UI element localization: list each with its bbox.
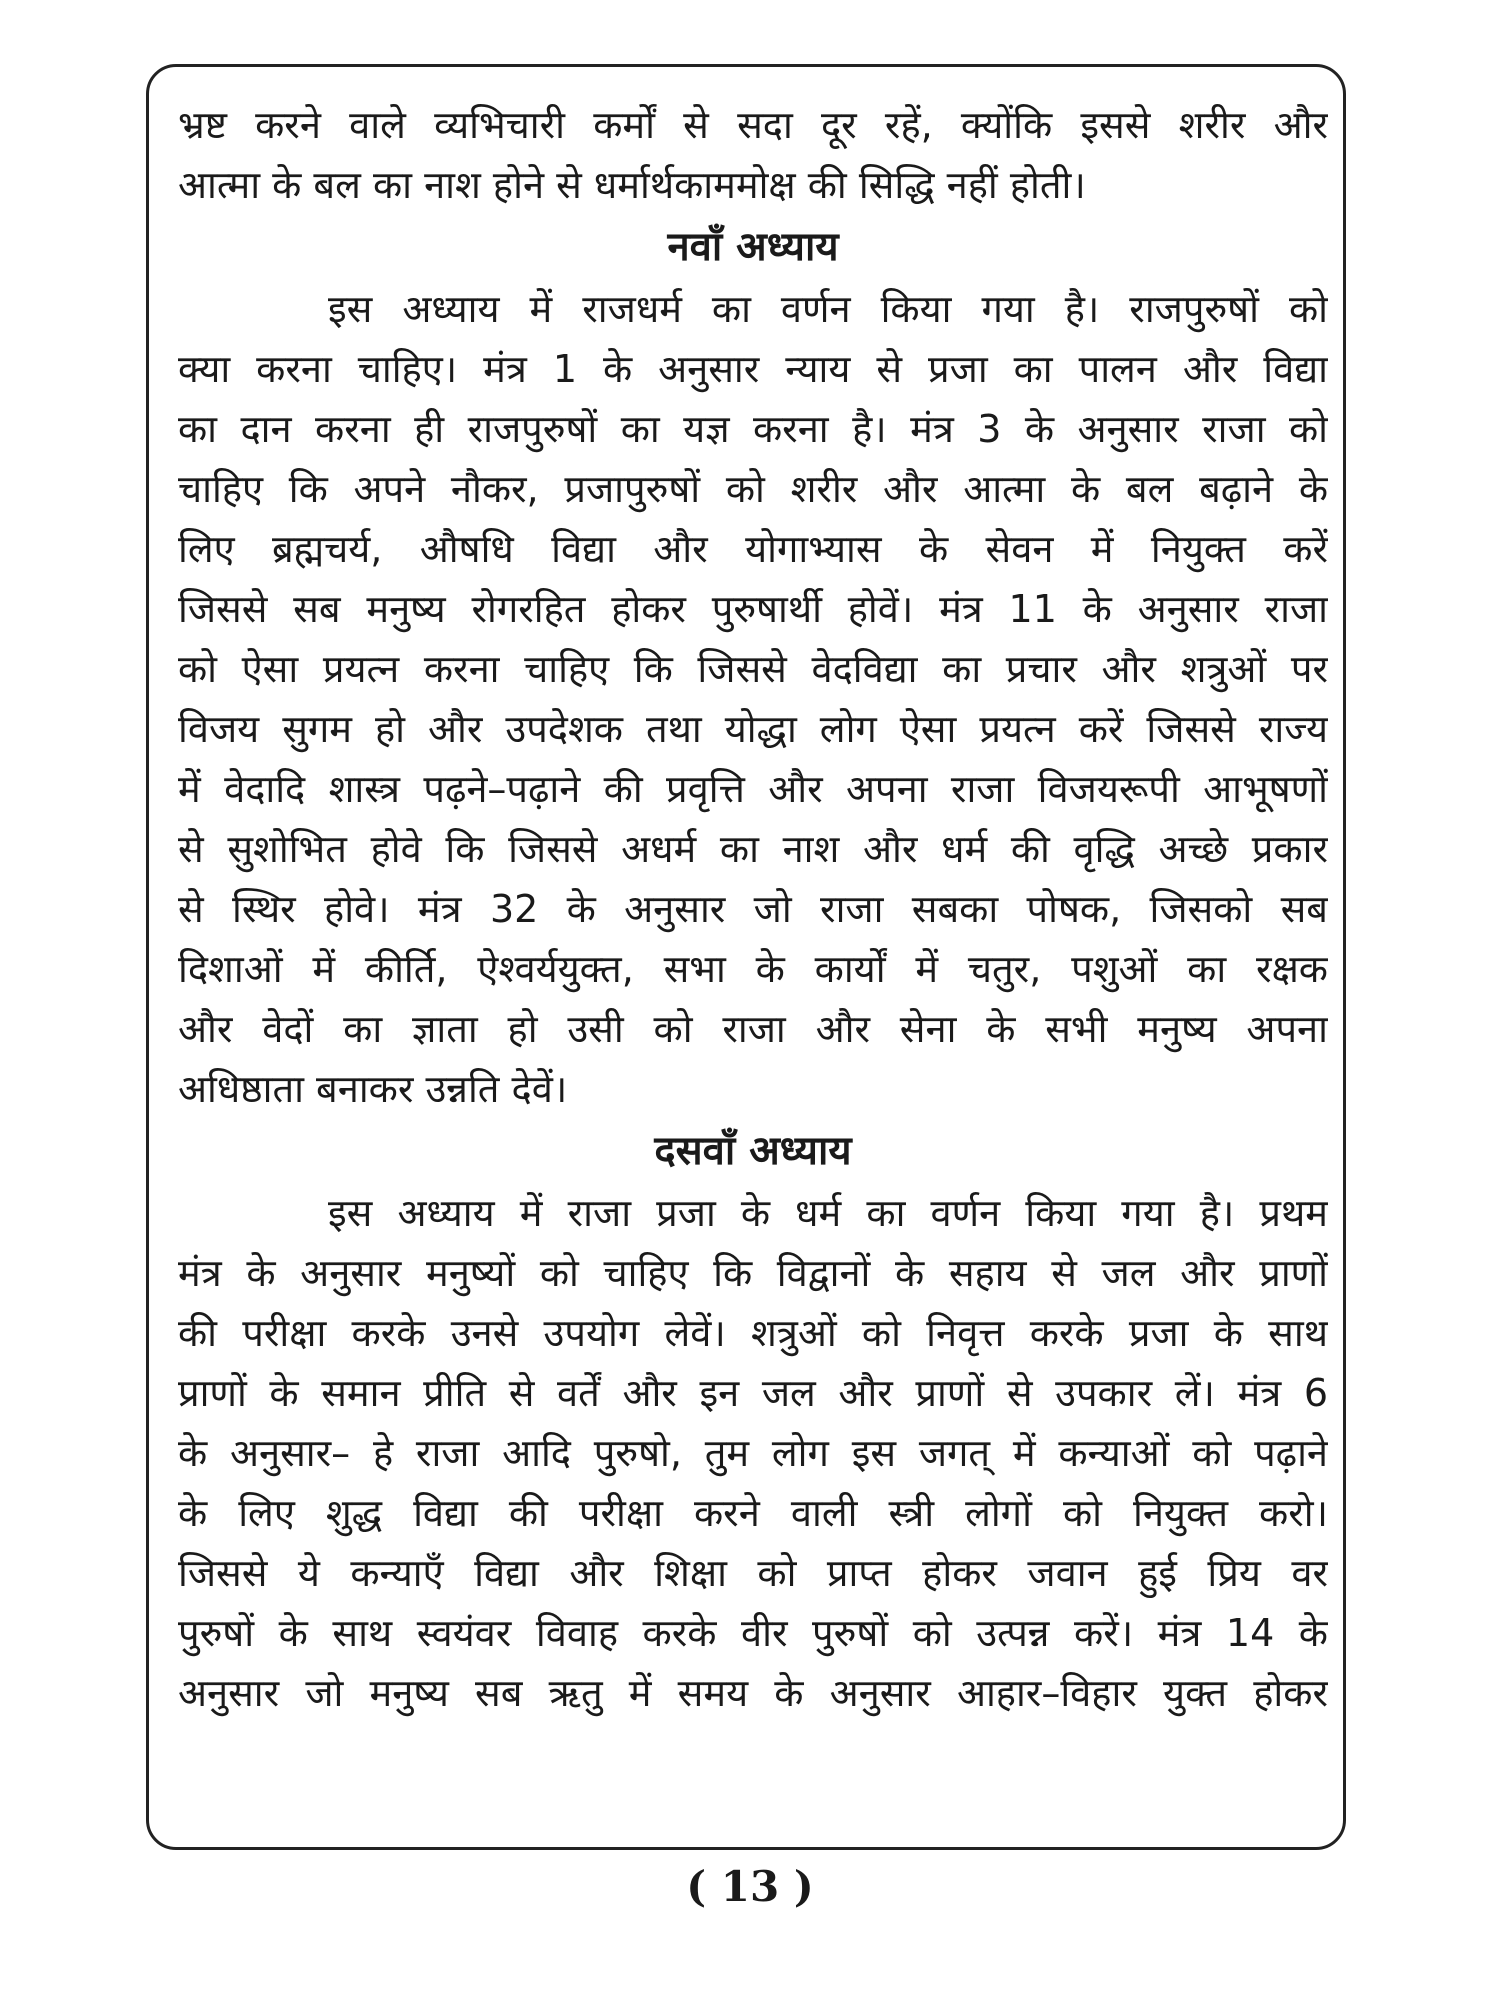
text-line: को ऐसा प्रयत्न करना चाहिए कि जिससे वेदविद्या का प्रचार और शत्रुओं पर [178, 647, 1328, 691]
text-line: लिए ब्रह्मचर्य, औषधि विद्या और योगाभ्यास के सेवन में नियुक्त करें [178, 527, 1328, 571]
text-line: प्राणों के समान प्रीति से वर्तें और इन जल और प्राणों से उपकार लें। मंत्र 6 [178, 1371, 1328, 1415]
text-line: की परीक्षा करके उनसे उपयोग लेवें। शत्रुओं को निवृत्त करके प्रजा के साथ [178, 1311, 1328, 1355]
page-number: ( 13 ) [686, 1862, 814, 1911]
text-line: विजय सुगम हो और उपदेशक तथा योद्धा लोग ऐसा प्रयत्न करें जिससे राज्य [178, 707, 1328, 751]
text-line: और वेदों का ज्ञाता हो उसी को राजा और सेना के सभी मनुष्य अपना [178, 1007, 1328, 1051]
text-line: अधिष्ठाता बनाकर उन्नति देवें। [178, 1067, 568, 1111]
text-line: इस अध्याय में राजा प्रजा के धर्म का वर्णन किया गया है। प्रथम [328, 1191, 1328, 1235]
text-line: में वेदादि शास्त्र पढ़ने–पढ़ाने की प्रवृत्ति और अपना राजा विजयरूपी आभूषणों [178, 767, 1328, 811]
page-content [178, 95, 1328, 1723]
text-line: क्या करना चाहिए। मंत्र 1 के अनुसार न्याय से प्रजा का पालन और विद्या [178, 347, 1328, 391]
text-line: से सुशोभित होवे कि जिससे अधर्म का नाश और धर्म की वृद्धि अच्छे प्रकार [178, 827, 1328, 871]
text-line: भ्रष्ट करने वाले व्यभिचारी कर्मों से सदा दूर रहें, क्योंकि इससे शरीर और [178, 103, 1328, 147]
text-line: इस अध्याय में राजधर्म का वर्णन किया गया है। राजपुरुषों को [328, 287, 1328, 331]
text-line: दिशाओं में कीर्ति, ऐश्वर्ययुक्त, सभा के कार्यों में चतुर, पशुओं का रक्षक [178, 947, 1328, 991]
text-line: आत्मा के बल का नाश होने से धर्मार्थकाममोक्ष की सिद्धि नहीं होती। [178, 163, 1086, 207]
chapter-heading: दसवाँ अध्याय [654, 1128, 852, 1174]
text-line: का दान करना ही राजपुरुषों का यज्ञ करना है। मंत्र 3 के अनुसार राजा को [178, 407, 1328, 451]
text-line: से स्थिर होवे। मंत्र 32 के अनुसार जो राजा सबका पोषक, जिसको सब [178, 887, 1328, 931]
chapter-heading: नवाँ अध्याय [667, 224, 839, 270]
text-line: पुरुषों के साथ स्वयंवर विवाह करके वीर पुरुषों को उत्पन्न करें। मंत्र 14 के [178, 1611, 1328, 1655]
text-line: जिससे सब मनुष्य रोगरहित होकर पुरुषार्थी होवें। मंत्र 11 के अनुसार राजा [178, 587, 1328, 631]
text-line: जिससे ये कन्याएँ विद्या और शिक्षा को प्राप्त होकर जवान हुई प्रिय वर [178, 1551, 1328, 1595]
text-line: चाहिए कि अपने नौकर, प्रजापुरुषों को शरीर और आत्मा के बल बढ़ाने के [178, 467, 1328, 511]
text-line: के अनुसार– हे राजा आदि पुरुषो, तुम लोग इस जगत् में कन्याओं को पढ़ाने [178, 1431, 1328, 1475]
text-line: के लिए शुद्ध विद्या की परीक्षा करने वाली स्त्री लोगों को नियुक्त करो। [178, 1491, 1328, 1535]
text-line: मंत्र के अनुसार मनुष्यों को चाहिए कि विद्वानों के सहाय से जल और प्राणों [178, 1251, 1328, 1295]
text-line: अनुसार जो मनुष्य सब ऋतु में समय के अनुसार आहार–विहार युक्त होकर [178, 1671, 1328, 1715]
